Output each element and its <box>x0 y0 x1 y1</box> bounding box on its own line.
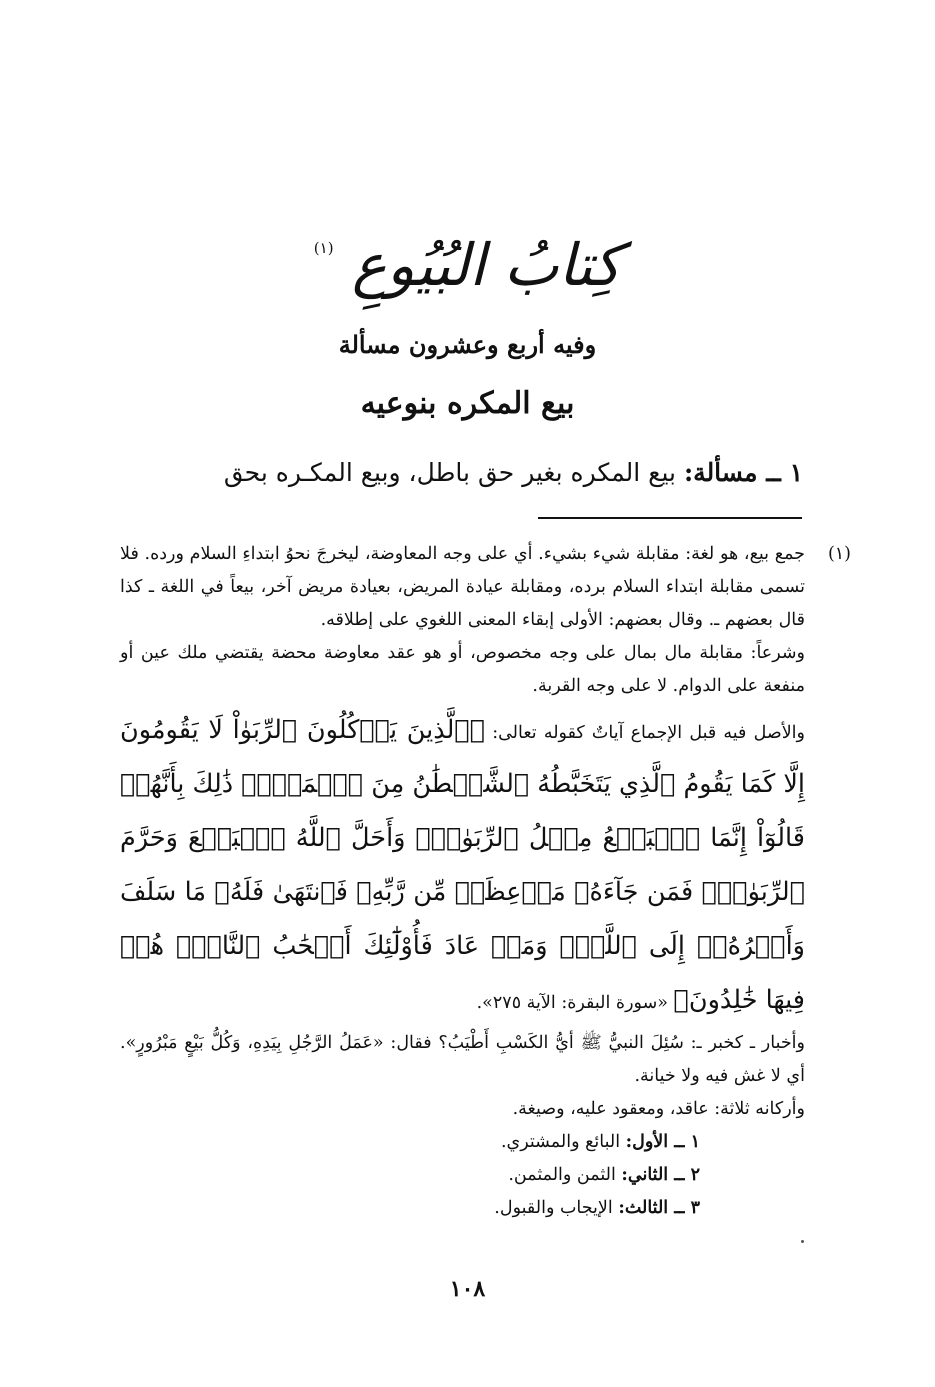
book-title-text: كِتابُ البُيُوعِ <box>352 231 622 299</box>
scan-speck <box>801 1240 804 1243</box>
quran-verse: ﴿ٱلَّذِينَ يَأۡكُلُونَ ٱلرِّبَوٰاْ لَا يَقُومُونَ إِلَّا كَمَا يَقُومُ ٱلَّذِي يَتَخَبَّطُهُ ٱلشَّيۡطَٰنُ مِنَ ٱلۡمَسِّۚ ذَٰلِكَ بِأَنَّهُمۡ قَالُوٓاْ إِنَّمَا ٱلۡبَيۡعُ مِثۡلُ ٱلرِّبَوٰاْۗ وَأَحَلَّ ٱللَّهُ ٱلۡبَيۡعَ وَحَرَّمَ ٱلرِّبَوٰاْۚ فَمَن جَآءَهُۥ مَوۡعِظَةٞ مِّن رَّبِّهِۦ فَٱنتَهَىٰ فَلَهُۥ مَا سَلَفَ وَأَمۡرُهُۥٓ إِلَى ٱللَّهِۖ وَمَنۡ عَادَ فَأُوْلَٰٓئِكَ أَصۡحَٰبُ ٱلنَّارِۖ هُمۡ فِيهَا خَٰلِدُونَ﴾ <box>120 715 805 1015</box>
footnote-paragraph-quran <box>120 703 805 1027</box>
pillar-item-text: الإيجاب والقبول. <box>494 1198 613 1218</box>
pillar-item-text: البائع والمشتري. <box>500 1132 621 1152</box>
footnote-paragraph-sharia: وشرعاً: مقابلة مال بمال على وجه مخصوص، أو هو عقد معاوضة محضة يقتضي ملك عين أو منفعة على الدوام. لا على وجه القربة. <box>120 643 805 696</box>
pillar-item-number: ١ ــ الأول: <box>625 1132 700 1152</box>
page-number: ١٠٨ <box>449 1276 486 1302</box>
issue-label: ١ ــ مسألة: <box>683 458 803 487</box>
pillar-item-number: ٣ ــ الثالث: <box>618 1198 700 1218</box>
book-title-footnote-ref[interactable]: (١) <box>313 239 334 257</box>
pillar-item <box>120 1126 805 1159</box>
footnote-paragraph-pillars: وأركانه ثلاثة: عاقد، ومعقود عليه، وصيغة. <box>512 1099 805 1119</box>
section-heading: بيع المكره بنوعيه <box>360 386 575 421</box>
pillar-item-number: ٢ ــ الثاني: <box>621 1165 700 1185</box>
footnote <box>120 538 851 1225</box>
footnote-marker: (١) <box>827 544 851 564</box>
quran-intro: والأصل فيه قبل الإجماع آياتٌ كقوله تعالى: <box>492 723 805 743</box>
book-title <box>0 231 935 299</box>
issue-line <box>103 458 803 487</box>
pillar-item <box>120 1159 805 1192</box>
issue-text: بيع المكره بغير حق باطل، وبيع المكـره بحق <box>223 458 676 487</box>
subtitle: وفيه أربع وعشرون مسألة <box>338 330 597 359</box>
quran-reference: «سورة البقرة: الآية ٢٧٥». <box>476 993 668 1013</box>
pillar-item <box>120 1192 805 1225</box>
footnote-paragraph-hadith: وأخبار ـ كخبر ـ: سُئِلَ النبيُّ ﷺ أيُّ الكَسْبِ أَطْيَبُ؟ فقال: «عَمَلُ الرَّجُلِ بِيَدِهِ، وَكُلُّ بَيْعٍ مَبْرُورٍ». أي لا غش فيه ولا خيانة. <box>120 1033 805 1086</box>
pillar-item-text: الثمن والمثمن. <box>508 1165 616 1185</box>
footnote-paragraph-definition: جمع بيع، هو لغة: مقابلة شيء بشيء. أي على وجه المعاوضة، ليخرجَ نحوُ ابتداءِ السلام ورده. فلا تسمى مقابلة ابتداء السلام برده، ومقابلة عيادة المريض، بعيادة مريض آخر، بيعاً في اللغة ـ كذا قال بعضهم ـ. وقال بعضهم: الأولى إبقاء المعنى اللغوي على إطلاقه. <box>120 544 805 630</box>
footnote-divider <box>538 517 802 519</box>
